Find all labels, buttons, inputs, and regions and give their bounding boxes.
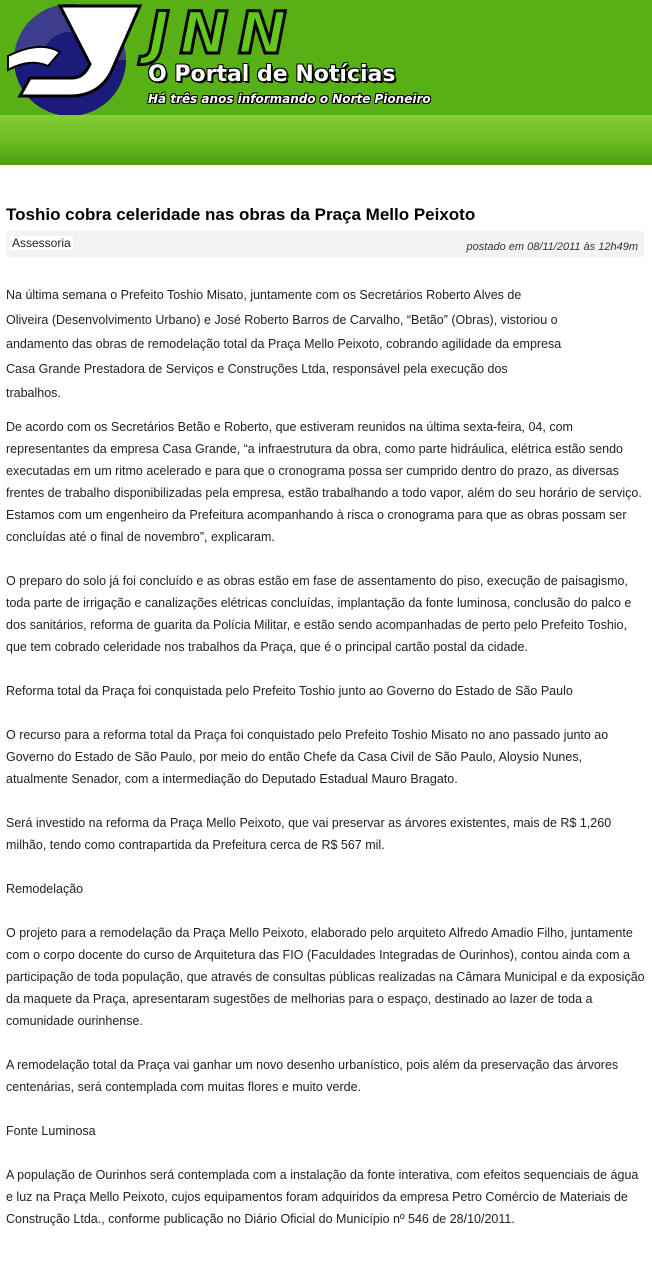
brand-logo-text[interactable]: JNN [148, 0, 297, 67]
article-title: Toshio cobra celeridade nas obras da Praça Mello Peixoto [6, 205, 476, 224]
article-paragraph: O projeto para a remodelação da Praça Mello Peixoto, elaborado pelo arquiteto Alfredo Amadio Filho, juntamente com o corpo docente do curso de Arquitetura das FIO (Faculdades Integradas de Ourinhos), contou ainda com a participação de toda população, que através de consultas públicas realizadas na Câmara Municipal e da exposição da maquete da Praça, apresentaram sugestões de melhorias para o espaço, destinado ao lazer de toda a comunidade ourinhense. [6, 925, 645, 1028]
article-paragraph: A população de Ourinhos será contemplada com a instalação da fonte interativa, com efeitos sequenciais de água e luz na Praça Mello Peixoto, cujos equipamentos foram adquiridos da empresa Petro Comércio de Materiais de Construção Ltda., conforme publicação no Diário Oficial do Município nº 546 de 28/10/2011. [6, 1167, 639, 1226]
article-body [6, 416, 646, 1230]
site-tagline: Há três anos informando o Norte Pioneiro [148, 92, 431, 106]
article-subheading: Remodelação [6, 881, 84, 896]
article-subheading: Reforma total da Praça foi conquistada pelo Prefeito Toshio junto ao Governo do Estado de São Paulo [6, 683, 573, 698]
article-paragraph: De acordo com os Secretários Betão e Roberto, que estiveram reunidos na última sexta-feira, 04, com representantes da empresa Casa Grande, “a infraestrutura da obra, como parte hidráulica, elétrica estão sendo executadas em um ritmo acelerado e para que o cronograma possa ser cumprido dentro do prazo, as diversas frentes de trabalho disponibilizadas pela empresa, estão trabalhando a todo vapor, além do seu horário de serviço. Estamos com um engenheiro da Prefeitura acompanhando à risca o cronograma para que as obras possam ser concluídas até o final de novembro”, explicaram. [6, 419, 642, 544]
article-paragraph: O preparo do solo já foi concluído e as obras estão em fase de assentamento do piso, execução de paisagismo, toda parte de irrigação e canalizações elétricas concluídas, implantação da fonte luminosa, conclusão do palco e dos sanitários, reforma de guarita da Polícia Militar, e estão sendo acompanhadas de perto pelo Prefeito Toshio, que tem cobrado celeridade nos trabalhos da Praça, que é o principal cartão postal da cidade. [6, 573, 632, 654]
article-paragraph: Será investido na reforma da Praça Mello Peixoto, que vai preservar as árvores existentes, mais de R$ 1,260 milhão, tendo como contrapartida da Prefeitura cerca de R$ 567 mil. [6, 815, 612, 852]
article-lead: Na última semana o Prefeito Toshio Misato, juntamente com os Secretários Roberto Alves de Oliveira (Desenvolvimento Urbano) e José Roberto Barros de Carvalho, “Betão” (Obras), vistoriou o andamento das obras de remodelação total da Praça Mello Peixoto, cobrando agilidade da empresa Casa Grande Prestadora de Serviços e Construções Ltda, responsável pela execução dos trabalhos. [6, 288, 562, 400]
article [0, 165, 652, 1230]
article-paragraph: A remodelação total da Praça vai ganhar um novo desenho urbanístico, pois além da preservação das árvores centenárias, será contemplada com muitas flores e muito verde. [6, 1057, 619, 1094]
article-paragraph: O recurso para a reforma total da Praça foi conquistado pelo Prefeito Toshio Misato no ano passado junto ao Governo do Estado de São Paulo, por meio do então Chefe da Casa Civil de São Paulo, Aloysio Nunes, atualmente Senador, com a intermediação do Deputado Estadual Mauro Bragato. [6, 727, 609, 786]
article-meta [6, 231, 644, 257]
site-name: O Portal de Notícias [148, 62, 396, 87]
article-subheading: Fonte Luminosa [6, 1123, 96, 1138]
article-posted-date: postado em 08/11/2011 às 12h49m [466, 241, 638, 253]
nav-bar [0, 115, 652, 165]
jnn-logo-icon[interactable] [0, 0, 150, 115]
site-header [0, 0, 652, 115]
article-source: Assessoria [12, 236, 71, 250]
